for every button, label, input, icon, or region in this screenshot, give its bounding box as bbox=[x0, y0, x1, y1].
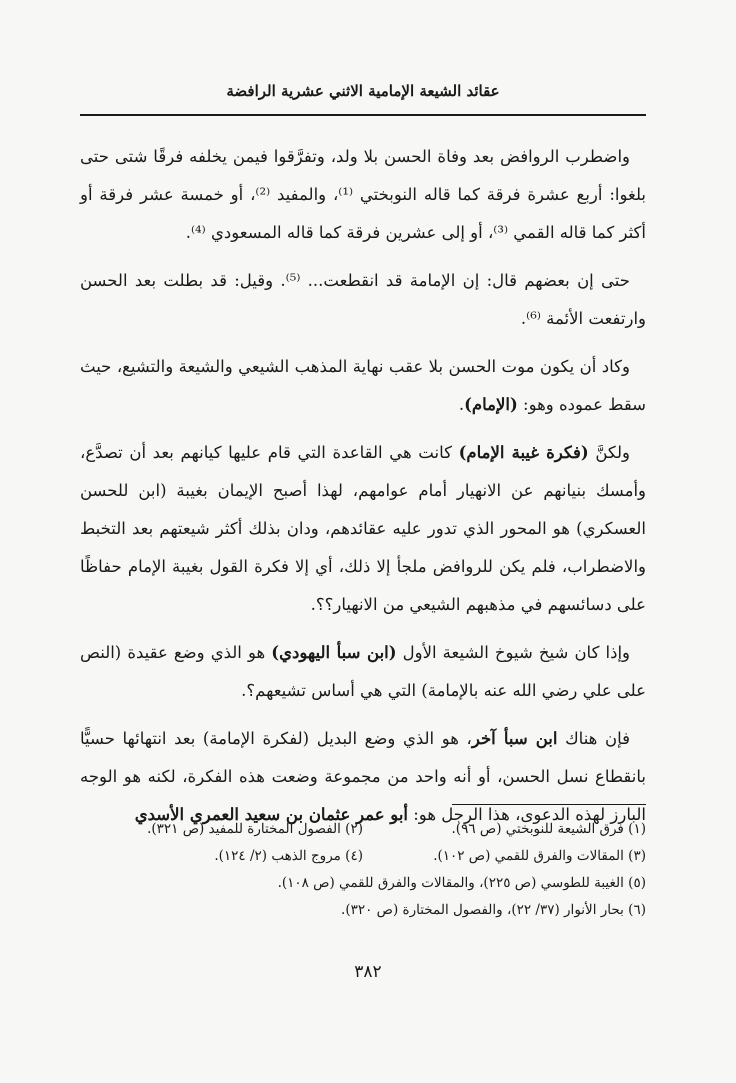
paragraph-4-text: كانت هي القاعدة التي قام عليها كيانهم بعد أن تصدَّع، وأمسك بنيانهم عن الانهيار أمام عوامهم، لهذا أصبح الإيمان بغيبة (ابن للحسن العسكري) هو المحور الذي تدور عليه عقائدهم، ودان بذلك أكثر شيعتهم بعد التخبط والاضطراب، فلم يكن للروافض ملجأ إلا ذلك، أي إلا فكرة القول بغيبة الإمام حفاظًا على دسائسهم في مذهبهم الشيعي من الانهيار؟؟. bbox=[80, 443, 646, 614]
footnote-4: (٤) مروج الذهب (٢/ ١٢٤). bbox=[214, 848, 363, 864]
footnote-rule bbox=[452, 804, 646, 805]
header-rule bbox=[80, 114, 646, 116]
footnotes bbox=[80, 816, 646, 924]
running-header: عقائد الشيعة الإمامية الاثني عشرية الرافضة bbox=[226, 82, 500, 100]
paragraph-6-start: فإن هناك bbox=[557, 729, 630, 748]
paragraph-6-bold: ابن سبأ آخر bbox=[471, 729, 558, 748]
paragraph-3 bbox=[80, 348, 646, 424]
page-number: ٣٨٢ bbox=[354, 962, 382, 982]
paragraph-1: واضطرب الروافض بعد وفاة الحسن بلا ولد، وتفرَّقوا فيمن يخلفه فرقًا شتى حتى بلغوا: أربع عشرة فرقة كما قاله النوبختي ⁽¹⁾، والمفيد ⁽²⁾، أو خمسة عشر فرقة أو أكثر كما قاله القمي ⁽³⁾، أو إلى عشرين فرقة كما قاله المسعودي ⁽⁴⁾. bbox=[80, 147, 647, 242]
main-text bbox=[80, 138, 646, 844]
footnote-1: (١) فرق الشيعة للنوبختي (ص ٩٦). bbox=[451, 821, 646, 837]
paragraph-5 bbox=[80, 634, 646, 710]
footnote-row bbox=[80, 843, 646, 870]
paragraph-2: حتى إن بعضهم قال: إن الإمامة قد انقطعت... ⁽⁵⁾. وقيل: قد بطلت بعد الحسن وارتفعت الأئمة ⁽⁶⁾. bbox=[80, 271, 646, 328]
paragraph-6-text: ، هو الذي وضع البديل (لفكرة الإمامة) بعد انتهائها حسيًّا بانقطاع نسل الحسن، أو أنه واحد من مجموعة وضعت هذه الفكرة، لكنه هو الوجه البارز لهذه الدعوى، هذا الرجل هو: bbox=[80, 729, 646, 824]
paragraph-5-start: وإذا كان شيخ شيوخ الشيعة الأول bbox=[396, 643, 630, 662]
footnote-2: (٢) الفصول المختارة للمفيد (ص ٣٢١). bbox=[147, 821, 363, 837]
footnote-row bbox=[80, 870, 646, 897]
paragraph-4-start: ولكنَّ bbox=[588, 443, 631, 462]
paragraph-4-bold: (فكرة غيبة الإمام) bbox=[458, 443, 589, 462]
footnote-5: (٥) الغيبة للطوسي (ص ٢٢٥)، والمقالات والفرق للقمي (ص ١٠٨). bbox=[277, 875, 646, 891]
footnote-6: (٦) بحار الأنوار (٣٧/ ٢٢)، والفصول المختارة (ص ٣٢٠). bbox=[341, 902, 646, 918]
footnote-row bbox=[80, 897, 646, 924]
paragraph-4 bbox=[80, 434, 646, 624]
paragraph-5-bold: (ابن سبأ اليهودي) bbox=[271, 643, 397, 662]
footnote-3: (٣) المقالات والفرق للقمي (ص ١٠٢). bbox=[433, 848, 646, 864]
paragraph-6-name: أبو عمر عثمان بن سعيد العمري الأسدي bbox=[134, 805, 408, 824]
paragraph-3-bold: (الإمام) bbox=[464, 395, 518, 414]
paragraph-3-end: . bbox=[458, 395, 465, 414]
paragraph-5-text: هو الذي وضع عقيدة (النص على علي رضي الله عنه بالإمامة) التي هي أساس تشيعهم؟. bbox=[80, 643, 646, 700]
footnote-row bbox=[80, 816, 646, 843]
paragraph-3-text: وكاد أن يكون موت الحسن بلا عقب نهاية المذهب الشيعي والشيعة والتشيع، حيث سقط عموده وهو: bbox=[80, 357, 646, 414]
